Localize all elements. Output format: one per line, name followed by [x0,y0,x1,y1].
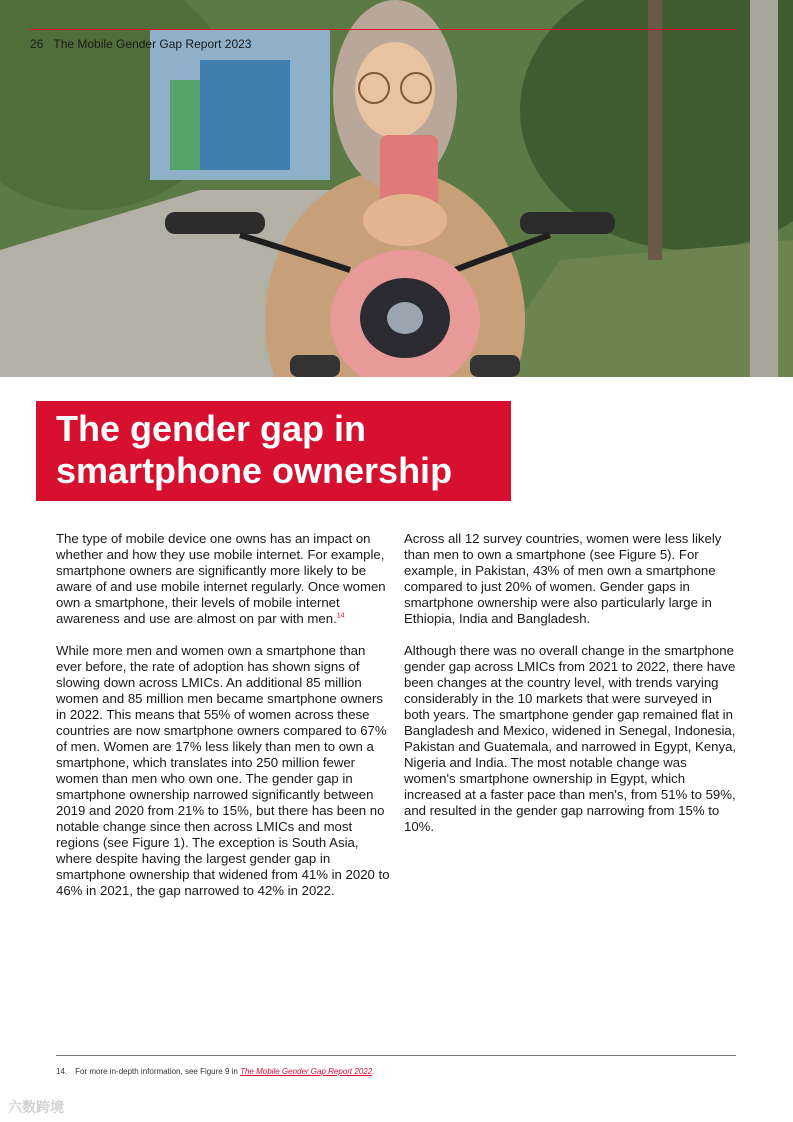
header-rule [30,29,736,30]
footnote [56,1067,374,1076]
section-title-line2: smartphone ownership [36,450,511,501]
footnote-link[interactable]: The Mobile Gender Gap Report 2022 [240,1067,373,1076]
right-column [404,531,740,851]
right-paragraph-2: Although there was no overall change in the smartphone gender gap across LMICs from 2021 to 2022, there have been changes at the country level, with trends varying considerably in the 10 markets that were surveyed in both years. The smartphone gender gap remained flat in Bangladesh and Mexico, widened in Senegal, Indonesia, Pakistan and Guatemala, and narrowed in Egypt, Kenya, Nigeria and India. The most notable change was women's smartphone ownership in Egypt, which increased at a faster pace than men's, from 51% to 59%, and resulted in the gender gap narrowing from 15% to 10%. [404,643,737,834]
left-paragraph-1-text: The type of mobile device one owns has an impact on whether and how they use mobile internet. For example, smartphone owners are significantly more likely to be aware of and use mobile internet regularly. Once women own a smartphone, their levels of mobile internet awareness and use are almost on par with men. [56,531,386,626]
left-paragraph-2: While more men and women own a smartphone than ever before, the rate of adoption has shown signs of slowing down across LMICs. An additional 85 million women and 85 million men became smartphone owners in 2022. This means that 55% of women across these countries are now smartphone owners compared to 67% of men. Women are 17% less likely than men to own a smartphone, which translates into 250 million fewer women than men who own one. The gender gap in smartphone ownership narrowed significantly between 2019 and 2020 from 21% to 15%, but there has been no notable change since then across LMICs and most regions (see Figure 1). The exception is South Asia, where despite having the largest gender gap in smartphone ownership that widened from 41% in 2020 to 46% in 2021, the gap narrowed to 42% in 2022. [56,643,390,898]
report-title: The Mobile Gender Gap Report 2023 [53,37,252,51]
section-title-line1: The gender gap in [36,401,425,450]
left-column [56,531,392,915]
footnote-text: For more in-depth information, see Figure 9 in [75,1067,241,1076]
page-number: 26 [30,37,44,51]
section-title [36,401,511,501]
watermark: 六数跨境 [8,1099,64,1115]
footnote-ref[interactable]: 14 [336,612,345,620]
footnote-rule [56,1055,736,1056]
left-paragraph-1 [56,531,392,627]
hero-photo-illustration [0,0,793,377]
footnote-number: 14. [56,1067,68,1076]
running-header [30,37,251,51]
footnote-end: . [372,1067,375,1076]
right-paragraph-1: Across all 12 survey countries, women were less likely than men to own a smartphone (see Figure 5). For example, in Pakistan, 43% of men own a smartphone compared to just 20% of women. Gender gaps in smartphone ownership were also particularly large in Ethiopia, India and Bangladesh. [404,531,722,626]
hero-photo [0,0,793,377]
